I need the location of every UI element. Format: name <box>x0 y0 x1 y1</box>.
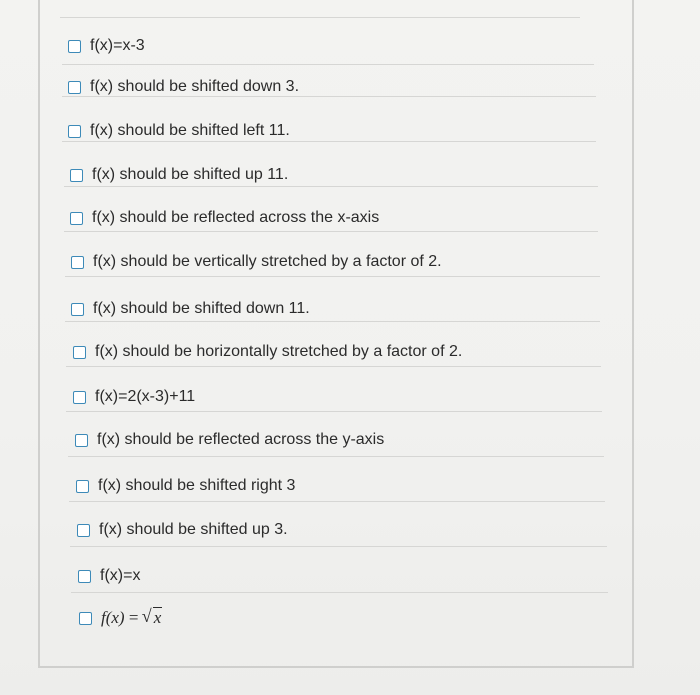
option-item[interactable] <box>70 204 379 232</box>
divider <box>62 141 596 142</box>
sqrt-sign <box>143 608 163 628</box>
divider <box>62 64 594 65</box>
option-item[interactable] <box>71 295 310 323</box>
checkbox[interactable] <box>73 391 86 404</box>
option-label: f(x)=x <box>100 567 141 584</box>
option-label: f(x) should be shifted down 3. <box>90 78 300 95</box>
option-label: f(x) should be shifted up 3. <box>99 521 288 538</box>
checkbox[interactable] <box>71 256 84 269</box>
divider <box>65 321 600 322</box>
option-label: f(x) should be reflected across the y-axis <box>97 431 385 448</box>
option-item[interactable] <box>70 161 288 189</box>
divider <box>65 276 600 277</box>
divider <box>68 456 604 457</box>
option-item[interactable] <box>71 248 442 276</box>
formula-radicand: x <box>153 608 162 627</box>
divider <box>64 186 598 187</box>
checkbox[interactable] <box>79 612 92 625</box>
option-item[interactable] <box>77 516 288 544</box>
option-label: f(x) should be shifted up 11. <box>92 166 289 183</box>
divider <box>70 546 607 547</box>
option-item[interactable] <box>73 338 462 366</box>
option-label: f(x)=2(x-3)+11 <box>95 388 196 405</box>
divider <box>69 501 605 502</box>
checkbox[interactable] <box>68 81 81 94</box>
option-label: f(x) should be horizontally stretched by a factor of 2. <box>95 343 463 360</box>
option-item[interactable] <box>76 472 295 500</box>
divider <box>62 96 596 97</box>
checkbox[interactable] <box>70 212 83 225</box>
checkbox[interactable] <box>68 40 81 53</box>
option-label: f(x)=x-3 <box>90 37 145 54</box>
checkbox[interactable] <box>75 434 88 447</box>
checkbox[interactable] <box>78 570 91 583</box>
formula-equals: = <box>128 608 139 627</box>
formula-function: f(x) <box>101 608 125 627</box>
checkbox[interactable] <box>68 125 81 138</box>
option-formula <box>101 608 162 628</box>
option-item[interactable] <box>73 383 195 411</box>
divider <box>64 231 598 232</box>
checkbox[interactable] <box>76 480 89 493</box>
option-item[interactable] <box>75 426 384 454</box>
option-item[interactable] <box>78 562 140 590</box>
option-label: f(x) should be vertically stretched by a factor of 2. <box>93 253 442 270</box>
divider <box>66 411 602 412</box>
option-label: f(x) should be reflected across the x-axis <box>92 209 380 226</box>
checkbox[interactable] <box>71 303 84 316</box>
divider <box>66 366 601 367</box>
divider <box>71 592 608 593</box>
option-label: f(x) should be shifted left 11. <box>90 122 290 139</box>
option-item[interactable] <box>79 604 162 632</box>
checkbox[interactable] <box>77 524 90 537</box>
option-label: f(x) should be shifted right 3 <box>98 477 296 494</box>
checkbox[interactable] <box>73 346 86 359</box>
option-label: f(x) should be shifted down 11. <box>93 300 310 317</box>
option-item[interactable] <box>68 32 145 60</box>
checkbox[interactable] <box>70 169 83 182</box>
